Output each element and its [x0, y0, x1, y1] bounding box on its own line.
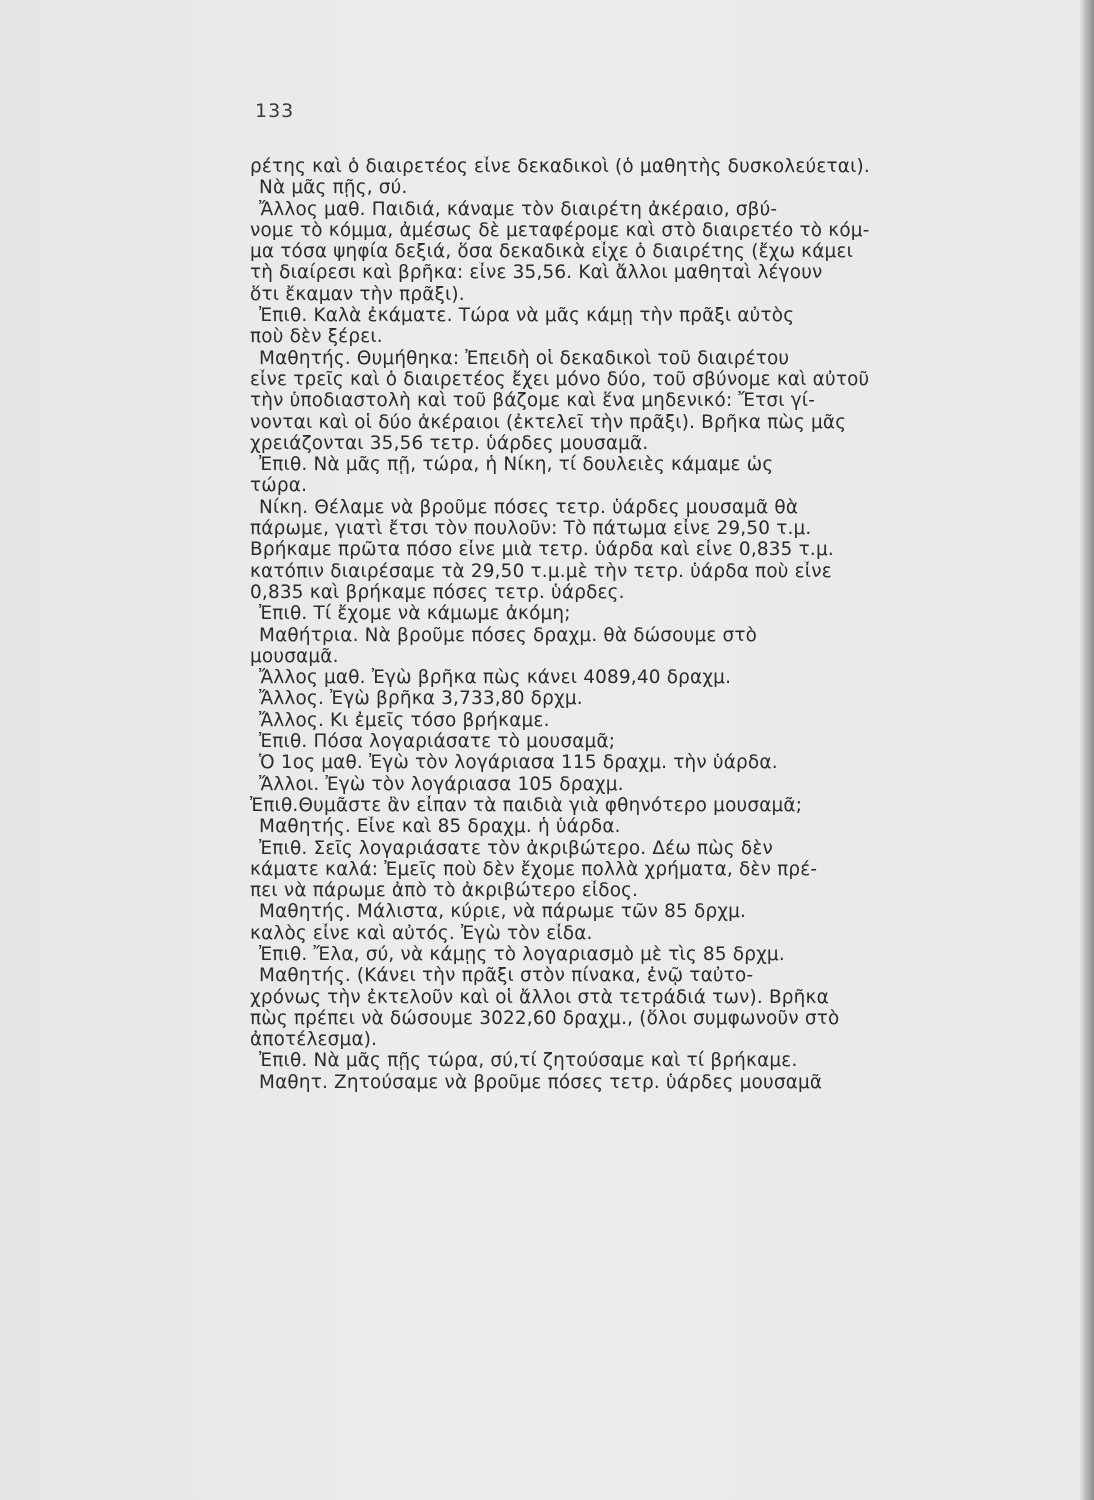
text-line: μα τόσα ψηφία δεξιά, ὅσα δεκαδικὰ εἶχε ὁ διαιρέτης (ἔχω κάμει — [250, 241, 854, 263]
text-line: Ἐπιθ.Θυμᾶστε ἂν εἶπαν τὰ παιδιὰ γιὰ φθηνότερο μουσαμᾶ; — [250, 794, 803, 816]
text-line: Ἐπιθ. Πόσα λογαριάσατε τὸ μουσαμᾶ; — [259, 731, 616, 753]
text-line: καλὸς εἶνε καὶ αὐτός. Ἐγὼ τὸν εἶδα. — [250, 922, 593, 944]
text-line: Ἄλλος μαθ. Παιδιά, κάναμε τὸν διαιρέτη ἀκέραιο, σβύ- — [259, 198, 778, 220]
text-line: 0,835 καὶ βρήκαμε πόσες τετρ. ὑάρδες. — [250, 581, 625, 603]
text-line: χρόνως τὴν ἐκτελοῦν καὶ οἱ ἄλλοι στὰ τετράδιά των). Βρῆκα — [250, 986, 829, 1008]
text-line: μουσαμᾶ. — [250, 645, 339, 667]
text-line: πάρωμε, γιατὶ ἔτσι τὸν πουλοῦν: Τὸ πάτωμα εἶνε 29,50 τ.μ. — [250, 518, 812, 540]
text-line: Βρήκαμε πρῶτα πόσο εἶνε μιὰ τετρ. ὑάρδα καὶ εἶνε 0,835 τ.μ. — [250, 539, 834, 561]
text-line: Ἄλλος. Κι ἐμεῖς τόσο βρήκαμε. — [259, 709, 550, 731]
text-line: Μαθητής. (Κάνει τὴν πρᾶξι στὸν πίνακα, ἐνῷ ταὐτο- — [259, 965, 754, 987]
text-line: κατόπιν διαιρέσαμε τὰ 29,50 τ.μ.μὲ τὴν τετρ. ὑάρδα ποὺ εἶνε — [250, 560, 832, 582]
text-line: ποὺ δὲν ξέρει. — [250, 326, 383, 348]
text-line: Ἐπιθ. Τί ἔχομε νὰ κάμωμε ἀκόμη; — [259, 603, 571, 625]
text-line: Ἐπιθ. Σεῖς λογαριάσατε τὸν ἀκριβώτερο. Δέω πὼς δὲν — [259, 837, 773, 859]
text-line: τὴν ὑποδιαστολὴ καὶ τοῦ βάζομε καὶ ἕνα μηδενικό: Ἔτσι γί- — [250, 390, 816, 412]
text-line: Μαθητής. Εἶνε καὶ 85 δραχμ. ἡ ὑάρδα. — [259, 816, 621, 838]
text-line: ρέτης καὶ ὁ διαιρετέος εἶνε δεκαδικοὶ (ὁ μαθητὴς δυσκολεύεται). — [250, 156, 870, 177]
text-line: Μαθητ. Ζητούσαμε νὰ βροῦμε πόσες τετρ. ὑάρδες μουσαμᾶ — [259, 1071, 823, 1093]
body-text — [250, 156, 962, 1356]
text-line: νονται καὶ οἱ δύο ἀκέραιοι (ἐκτελεῖ τὴν πρᾶξι). Βρῆκα πὼς μᾶς — [250, 411, 847, 433]
text-line: πὼς πρέπει νὰ δώσουμε 3022,60 δραχμ., (ὅλοι συμφωνοῦν στὸ — [250, 1007, 840, 1029]
text-line: Ἐπιθ. Νὰ μᾶς πῇ, τώρα, ἡ Νίκη, τί δουλειὲς κάμαμε ὡς — [259, 454, 774, 476]
text-line: τώρα. — [250, 475, 308, 497]
text-line: Ἐπιθ. Ἔλα, σύ, νὰ κάμῃς τὸ λογαριασμὸ μὲ τὶς 85 δρχμ. — [259, 943, 785, 965]
text-line: κάματε καλά: Ἐμεῖς ποὺ δὲν ἔχομε πολλὰ χρήματα, δὲν πρέ- — [250, 858, 818, 880]
text-line: Νίκη. Θέλαμε νὰ βροῦμε πόσες τετρ. ὑάρδες μουσαμᾶ θὰ — [259, 496, 799, 518]
text-line: Ἄλλος μαθ. Ἐγὼ βρῆκα πὼς κάνει 4089,40 δραχμ. — [259, 667, 732, 689]
page-number: 133 — [255, 100, 295, 122]
text-line: χρειάζονται 35,56 τετρ. ὑάρδες μουσαμᾶ. — [250, 432, 649, 454]
text-line: νομε τὸ κόμμα, ἀμέσως δὲ μεταφέρομε καὶ στὸ διαιρετέο τὸ κόμ- — [250, 219, 870, 241]
text-line: Μαθήτρια. Νὰ βροῦμε πόσες δραχμ. θὰ δώσουμε στὸ — [259, 624, 758, 646]
text-line: ὅτι ἔκαμαν τὴν πρᾶξι). — [250, 283, 465, 305]
text-line: Ἐπιθ. Καλὰ ἐκάματε. Τώρα νὰ μᾶς κάμῃ τὴν πρᾶξι αὐτὸς — [259, 305, 795, 327]
text-line: πει νὰ πάρωμε ἀπὸ τὸ ἀκριβώτερο εἶδος. — [250, 880, 639, 902]
page-edge-shadow — [1080, 0, 1094, 1500]
text-line: Ἄλλος. Ἐγὼ βρῆκα 3,733,80 δρχμ. — [259, 688, 583, 710]
text-line: Μαθητής. Μάλιστα, κύριε, νὰ πάρωμε τῶν 85 δρχμ. — [259, 901, 747, 923]
text-line: Νὰ μᾶς πῇς, σύ. — [259, 177, 408, 199]
text-line: Ὁ 1ος μαθ. Ἐγὼ τὸν λογάριασα 115 δραχμ. τὴν ὑάρδα. — [259, 752, 778, 774]
text-line: Μαθητής. Θυμήθηκα: Ἐπειδὴ οἱ δεκαδικοὶ τοῦ διαιρέτου — [259, 347, 790, 369]
text-line: Ἐπιθ. Νὰ μᾶς πῇς τώρα, σύ,τί ζητούσαμε καὶ τί βρήκαμε. — [259, 1050, 798, 1072]
text-line: εἶνε τρεῖς καὶ ὁ διαιρετέος ἔχει μόνο δύο, τοῦ σβύνομε καὶ αὐτοῦ — [250, 368, 870, 390]
text-line: τὴ διαίρεσι καὶ βρῆκα: εἶνε 35,56. Καὶ ἄλλοι μαθηταὶ λέγουν — [250, 262, 823, 284]
text-line: ἀποτέλεσμα). — [250, 1029, 378, 1051]
text-line: Ἄλλοι. Ἐγὼ τὸν λογάριασα 105 δραχμ. — [259, 773, 624, 795]
